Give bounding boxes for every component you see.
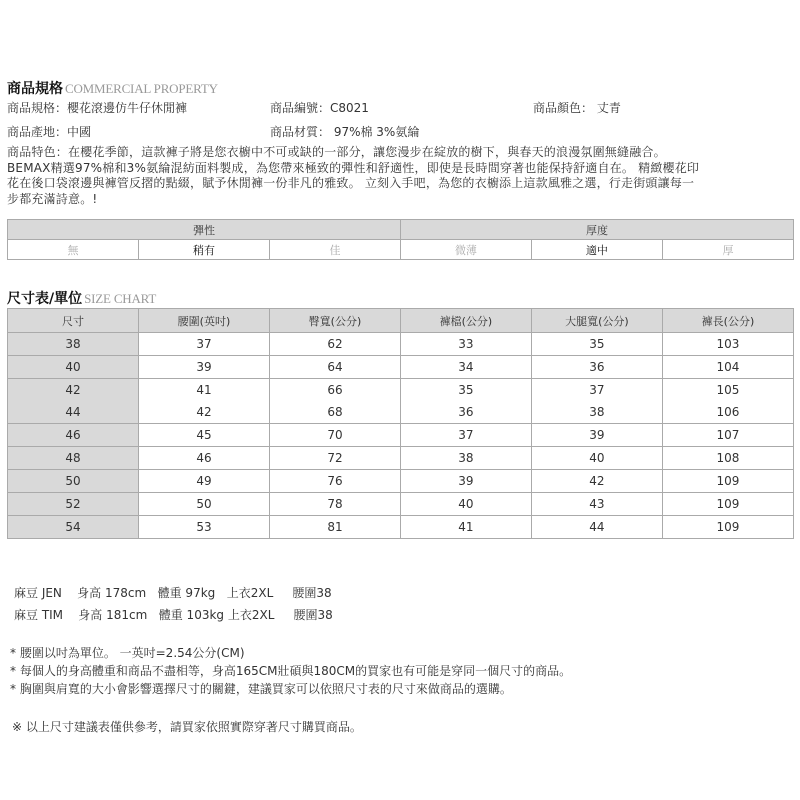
product-description bbox=[7, 145, 797, 207]
measurement-cell: 104 bbox=[662, 356, 793, 379]
measurement-cell: 39 bbox=[138, 356, 269, 379]
elasticity-header: 彈性 bbox=[8, 220, 401, 240]
column-header: 臀寬(公分) bbox=[269, 309, 400, 333]
description-line: BEMAX精選97%棉和3%氨綸混紡面料製成，為您帶來極致的彈性和舒適性，即使是長時間穿著也能保持舒適自在。 精緻櫻花印 bbox=[7, 160, 700, 175]
measurement-cell: 68 bbox=[269, 401, 400, 424]
measurement-cell: 70 bbox=[269, 424, 400, 447]
measurement-cell: 37 bbox=[400, 424, 531, 447]
measurement-cell: 44 bbox=[531, 516, 662, 539]
spec-origin: 商品產地：中國 bbox=[7, 125, 92, 139]
spec-name: 商品規格：櫻花滾邊仿牛仔休閒褲 bbox=[7, 101, 188, 115]
measurement-cell: 43 bbox=[531, 493, 662, 516]
measurement-cell: 66 bbox=[269, 379, 400, 402]
size-chart-row bbox=[8, 401, 794, 424]
measurement-cell: 40 bbox=[400, 493, 531, 516]
measurement-cell: 40 bbox=[531, 447, 662, 470]
measurement-cell: 49 bbox=[138, 470, 269, 493]
size-chart-row bbox=[8, 356, 794, 379]
elasticity-option-selected: 稍有 bbox=[138, 240, 269, 260]
measurement-cell: 53 bbox=[138, 516, 269, 539]
thickness-option: 厚 bbox=[662, 240, 793, 260]
description-line: 商品特色：在櫻花季節，這款褲子將是您衣櫥中不可或缺的一部分，讓您漫步在綻放的樹下，與春天的浪漫氛圍無縫融合。 bbox=[7, 145, 666, 159]
size-cell: 52 bbox=[8, 493, 139, 516]
measurement-cell: 37 bbox=[138, 333, 269, 356]
measurement-cell: 38 bbox=[531, 401, 662, 424]
measurement-cell: 34 bbox=[400, 356, 531, 379]
note-body-variation: * 每個人的身高體重和商品不盡相等，身高165CM壯碩與180CM的買家也有可能是穿同一個尺寸的商品。 bbox=[10, 664, 572, 678]
measurement-cell: 38 bbox=[400, 447, 531, 470]
measurement-cell: 109 bbox=[662, 493, 793, 516]
column-header: 尺寸 bbox=[8, 309, 139, 333]
column-header: 褲檔(公分) bbox=[400, 309, 531, 333]
size-cell: 42 bbox=[8, 379, 139, 402]
note-waist-unit: * 腰圍以吋為單位。 一英吋=2.54公分(CM) bbox=[10, 646, 245, 660]
size-cell: 44 bbox=[8, 401, 139, 424]
measurement-cell: 108 bbox=[662, 447, 793, 470]
commercial-section-title bbox=[7, 78, 218, 98]
fabric-properties-table bbox=[7, 219, 794, 260]
measurement-cell: 45 bbox=[138, 424, 269, 447]
size-cell: 48 bbox=[8, 447, 139, 470]
measurement-cell: 42 bbox=[531, 470, 662, 493]
elasticity-option: 佳 bbox=[269, 240, 400, 260]
measurement-cell: 36 bbox=[400, 401, 531, 424]
measurement-cell: 50 bbox=[138, 493, 269, 516]
thickness-header: 厚度 bbox=[400, 220, 793, 240]
commercial-title: 商品規格 bbox=[7, 81, 63, 97]
measurement-cell: 41 bbox=[138, 379, 269, 402]
size-cell: 38 bbox=[8, 333, 139, 356]
measurement-cell: 36 bbox=[531, 356, 662, 379]
measurement-cell: 62 bbox=[269, 333, 400, 356]
size-chart-row bbox=[8, 333, 794, 356]
measurement-cell: 103 bbox=[662, 333, 793, 356]
measurement-cell: 78 bbox=[269, 493, 400, 516]
size-cell: 54 bbox=[8, 516, 139, 539]
measurement-cell: 42 bbox=[138, 401, 269, 424]
model-info-tim: 麻豆 TIM 身高 181cm 體重 103kg 上衣2XL 腰圍38 bbox=[14, 608, 333, 622]
size-chart-table bbox=[7, 308, 794, 539]
measurement-cell: 39 bbox=[531, 424, 662, 447]
spec-code: 商品編號：C8021 bbox=[270, 101, 369, 115]
note-chest-shoulder: * 胸圍與肩寬的大小會影響選擇尺寸的關鍵，建議買家可以依照尺寸表的尺寸來做商品的選購。 bbox=[10, 682, 512, 696]
model-info-jen: 麻豆 JEN 身高 178cm 體重 97kg 上衣2XL 腰圍38 bbox=[14, 586, 332, 600]
size-chart-title: 尺寸表/單位 bbox=[7, 291, 83, 307]
elasticity-option: 無 bbox=[8, 240, 139, 260]
column-header: 褲長(公分) bbox=[662, 309, 793, 333]
description-line: 步都充滿詩意。! bbox=[7, 191, 98, 206]
measurement-cell: 72 bbox=[269, 447, 400, 470]
size-cell: 50 bbox=[8, 470, 139, 493]
measurement-cell: 109 bbox=[662, 516, 793, 539]
measurement-cell: 81 bbox=[269, 516, 400, 539]
footer-disclaimer: ※ 以上尺寸建議表僅供參考，請買家依照實際穿著尺寸購買商品。 bbox=[12, 720, 362, 734]
measurement-cell: 76 bbox=[269, 470, 400, 493]
measurement-cell: 105 bbox=[662, 379, 793, 402]
measurement-cell: 35 bbox=[531, 333, 662, 356]
size-chart-subtitle: SIZE CHART bbox=[84, 291, 157, 306]
measurement-cell: 41 bbox=[400, 516, 531, 539]
thickness-option-selected: 適中 bbox=[531, 240, 662, 260]
size-chart-row bbox=[8, 470, 794, 493]
size-cell: 46 bbox=[8, 424, 139, 447]
spec-material: 商品材質： 97%棉 3%氨綸 bbox=[270, 125, 420, 139]
column-header: 大腿寬(公分) bbox=[531, 309, 662, 333]
size-chart-row bbox=[8, 424, 794, 447]
size-chart-section-title bbox=[7, 288, 156, 308]
description-line: 花在後口袋滾邊與褲管反摺的點綴，賦予休閒褲一份非凡的雅致。 立刻入手吧，為您的衣櫥添上這款風雅之選，行走街頭讓每一 bbox=[7, 176, 695, 190]
measurement-cell: 106 bbox=[662, 401, 793, 424]
measurement-cell: 107 bbox=[662, 424, 793, 447]
commercial-subtitle: COMMERCIAL PROPERTY bbox=[65, 81, 218, 96]
measurement-cell: 64 bbox=[269, 356, 400, 379]
measurement-cell: 35 bbox=[400, 379, 531, 402]
measurement-cell: 33 bbox=[400, 333, 531, 356]
size-cell: 40 bbox=[8, 356, 139, 379]
size-chart-row bbox=[8, 447, 794, 470]
measurement-cell: 39 bbox=[400, 470, 531, 493]
thickness-option: 微薄 bbox=[400, 240, 531, 260]
column-header: 腰圍(英吋) bbox=[138, 309, 269, 333]
size-chart-row bbox=[8, 516, 794, 539]
size-chart-row bbox=[8, 493, 794, 516]
size-chart-row bbox=[8, 379, 794, 402]
measurement-cell: 109 bbox=[662, 470, 793, 493]
measurement-cell: 37 bbox=[531, 379, 662, 402]
measurement-cell: 46 bbox=[138, 447, 269, 470]
size-chart-header-row bbox=[8, 309, 794, 333]
spec-color: 商品顏色： 丈青 bbox=[533, 101, 621, 115]
